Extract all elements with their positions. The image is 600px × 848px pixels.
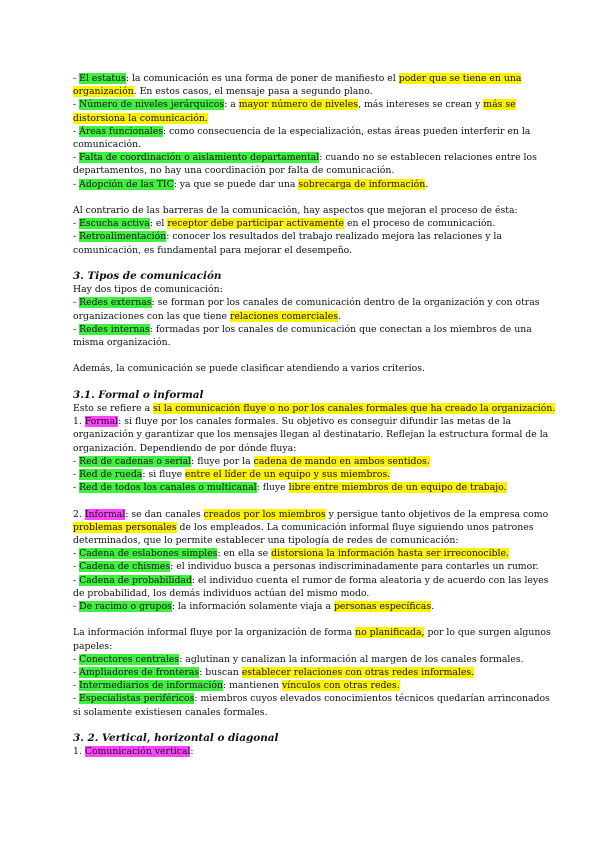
- text-run: .: [425, 178, 429, 190]
- text-line: [73, 204, 523, 217]
- text-run: .: [431, 601, 435, 613]
- text-line: [73, 283, 523, 296]
- document-page: [73, 72, 556, 758]
- blank-line: [73, 376, 523, 389]
- green-highlight: Red de todos los canales o multicanal: [79, 482, 257, 494]
- text-run: -: [73, 469, 80, 481]
- text-run: -: [73, 561, 80, 573]
- text-run: : miembros cuyos elevados conocimientos técnicos quedarían arrinconados: [194, 693, 550, 705]
- green-highlight: Áreas funcionales: [79, 125, 164, 137]
- green-highlight: Falta de coordinación o aislamiento departamental: [79, 152, 320, 164]
- green-highlight: Red de cadenas o serial: [79, 455, 192, 467]
- green-highlight: Redes externas: [79, 297, 152, 309]
- text-run: 1.: [73, 746, 85, 758]
- text-line: [73, 323, 532, 336]
- yellow-highlight: sobrecarga de información: [298, 178, 426, 190]
- text-line: [73, 415, 523, 428]
- text-run: : mantienen: [222, 680, 283, 692]
- yellow-highlight: problemas personales: [73, 521, 177, 533]
- text-line: [73, 428, 549, 441]
- text-run: determinados, que lo permite establecer una tipología de redes de comunicación:: [73, 535, 459, 547]
- yellow-highlight: establecer relaciones con otras redes informales.: [241, 667, 475, 679]
- text-run: 2.: [73, 508, 85, 520]
- yellow-highlight: libre entre miembros de un equipo de trabajo.: [288, 482, 507, 494]
- text-run: -: [73, 667, 80, 679]
- yellow-highlight: vínculos con otras redes.: [282, 680, 400, 692]
- text-line: [73, 72, 523, 85]
- text-line: [73, 178, 523, 191]
- text-run: :: [190, 746, 194, 758]
- text-run: -: [73, 574, 80, 586]
- green-highlight: Cadena de probabilidad: [79, 574, 192, 586]
- green-highlight: Adopción de las TIC: [79, 178, 174, 190]
- yellow-highlight: mayor número de niveles: [238, 99, 359, 111]
- text-run: -: [73, 323, 80, 335]
- yellow-highlight: no planificada,: [355, 627, 425, 639]
- text-run: -: [73, 653, 80, 665]
- text-run: -: [73, 125, 80, 137]
- text-line: [73, 230, 523, 243]
- blank-line: [73, 349, 523, 362]
- text-line: [73, 666, 523, 679]
- text-line: [73, 336, 523, 349]
- yellow-highlight: si la comunicación fluye o no por los canales formales que ha creado la organización.: [153, 403, 556, 415]
- text-run: -: [73, 680, 80, 692]
- green-highlight: Ampliadores de fronteras: [79, 667, 200, 679]
- text-run: -: [73, 548, 80, 560]
- text-run: -: [73, 455, 80, 467]
- text-line: [73, 244, 523, 257]
- text-run: : buscan: [199, 667, 242, 679]
- text-run: Además, la comunicación se puede clasificar atendiendo a varios criterios.: [73, 363, 425, 375]
- text-run: : si fluye por los canales formales. Su objetivo es conseguir difundir las metas de la: [118, 416, 512, 428]
- text-line: [73, 455, 523, 468]
- text-line: [73, 706, 523, 719]
- green-highlight: Cadena de chismes: [79, 561, 171, 573]
- magenta-highlight: Formal: [84, 416, 119, 428]
- text-run: Esto se refiere a: [73, 403, 154, 415]
- text-run: Hay dos tipos de comunicación:: [73, 284, 223, 296]
- text-run: -: [73, 218, 80, 230]
- yellow-highlight: organización: [73, 86, 134, 98]
- text-line: [73, 310, 523, 323]
- text-run: : fluye por la: [191, 455, 254, 467]
- green-highlight: Redes internas: [79, 323, 150, 335]
- text-run: : el: [149, 218, 168, 230]
- text-run: : el individuo cuenta el rumor de forma aleatoria y de acuerdo con las leyes: [191, 574, 549, 586]
- text-line: [73, 362, 523, 375]
- text-run: si solamente existiesen canales formales.: [73, 706, 268, 718]
- text-run: -: [73, 601, 80, 613]
- text-run: por lo que surgen algunos: [424, 627, 551, 639]
- yellow-highlight: cadena de mando en ambos sentidos.: [253, 455, 430, 467]
- text-run: . En estos casos, el mensaje pasa a segundo plano.: [133, 86, 373, 98]
- text-line: [73, 626, 551, 639]
- text-run: -: [73, 73, 80, 84]
- blank-line: [73, 191, 523, 204]
- yellow-highlight: receptor debe participar activamente: [167, 218, 345, 230]
- text-line: [73, 534, 523, 547]
- yellow-highlight: relaciones comerciales: [229, 310, 338, 322]
- text-run: La información informal fluye por la organización de forma: [73, 627, 356, 639]
- text-line: [73, 164, 523, 177]
- yellow-highlight: más se: [483, 99, 516, 111]
- blank-line: [73, 613, 523, 626]
- text-run: : aglutinan y canalizan la información al margen de los canales formales.: [179, 653, 524, 665]
- text-run: organizaciones con las que tiene: [73, 310, 230, 322]
- text-line: [73, 468, 523, 481]
- yellow-highlight: creados por los miembros: [203, 508, 326, 520]
- text-line: [73, 653, 523, 666]
- text-line: [73, 138, 523, 151]
- section-heading: 3. 2. Vertical, horizontal o diagonal: [73, 732, 279, 745]
- text-line: [73, 481, 523, 494]
- text-run: : si fluye: [142, 469, 186, 481]
- section-heading: 3.1. Formal o informal: [73, 388, 204, 401]
- green-highlight: Retroalimentación: [79, 231, 167, 243]
- text-line: [73, 217, 523, 230]
- text-run: : ya que se puede dar una: [173, 178, 299, 190]
- text-run: organización. Dependiendo de por dónde fluya:: [73, 442, 297, 454]
- yellow-highlight: poder que se tiene en una: [398, 73, 522, 84]
- text-run: : fluye: [256, 482, 289, 494]
- text-line: [73, 640, 523, 653]
- blank-line: [73, 257, 523, 270]
- green-highlight: Escucha activa: [79, 218, 150, 230]
- text-line: [73, 98, 523, 111]
- yellow-highlight: distorsiona la información hasta ser irreconocible.: [271, 548, 509, 560]
- text-run: : se dan canales: [125, 508, 204, 520]
- text-line: [73, 745, 523, 758]
- text-line: [73, 732, 523, 745]
- text-run: -: [73, 152, 80, 164]
- text-run: -: [73, 297, 80, 309]
- green-highlight: Intermediarios de información: [79, 680, 223, 692]
- yellow-highlight: personas específicas: [333, 601, 432, 613]
- text-run: y persigue tanto objetivos de la empresa como: [325, 508, 549, 520]
- text-run: : formadas por los canales de comunicación que conectan a los miembros de una: [149, 323, 532, 335]
- text-run: -: [73, 99, 80, 111]
- text-run: -: [73, 178, 80, 190]
- text-run: : a: [224, 99, 239, 111]
- magenta-highlight: Informal: [84, 508, 126, 520]
- yellow-highlight: entre el líder de un equipo y sus miembros.: [185, 469, 391, 481]
- text-line: [73, 508, 549, 521]
- text-line: [73, 600, 523, 613]
- text-run: en el proceso de comunicación.: [344, 218, 496, 230]
- text-run: de probabilidad, los demás individuos actúan del mismo modo.: [73, 587, 370, 599]
- text-run: , más intereses se crean y: [358, 99, 484, 111]
- text-run: : en ella se: [217, 548, 272, 560]
- text-run: .: [337, 310, 341, 322]
- blank-line: [73, 719, 523, 732]
- text-line: [73, 442, 523, 455]
- text-line: [73, 547, 523, 560]
- text-run: de los empleados. La comunicación informal fluye siguiendo unos patrones: [176, 521, 534, 533]
- section-heading: 3. Tipos de comunicación: [73, 270, 222, 283]
- text-run: departamentos, no hay una coordinación por falta de comunicación.: [73, 165, 395, 177]
- text-line: [73, 85, 523, 98]
- text-run: -: [73, 231, 80, 243]
- green-highlight: Red de rueda: [79, 469, 143, 481]
- text-line: [73, 692, 550, 705]
- text-run: : conocer los resultados del trabajo realizado mejora las relaciones y la: [166, 231, 502, 243]
- blank-line: [73, 494, 523, 507]
- green-highlight: Conectores centrales: [79, 653, 180, 665]
- green-highlight: Cadena de eslabones simples: [79, 548, 218, 560]
- text-line: [73, 296, 540, 309]
- text-line: [73, 112, 523, 125]
- text-line: [73, 574, 549, 587]
- text-line: [73, 560, 539, 573]
- text-run: 1.: [73, 416, 85, 428]
- text-run: -: [73, 693, 80, 705]
- magenta-highlight: Comunicación vertical: [84, 746, 191, 758]
- text-run: : la comunicación es una forma de poner de manifiesto el: [125, 73, 399, 84]
- text-run: : la información solamente viaja a: [171, 601, 334, 613]
- text-run: : como consecuencia de la especialización, estas áreas pueden interferir en la: [163, 125, 531, 137]
- text-run: -: [73, 482, 80, 494]
- text-run: : el individuo busca a personas indiscriminadamente para contarles un rumor.: [170, 561, 539, 573]
- text-line: [73, 389, 523, 402]
- text-run: Al contrario de las barreras de la comunicación, hay aspectos que mejoran el proceso de ésta:: [73, 205, 518, 217]
- text-run: comunicación.: [73, 139, 142, 151]
- yellow-highlight: distorsiona la comunicación.: [73, 112, 208, 124]
- text-run: misma organización.: [73, 337, 171, 349]
- text-run: organización y garantizar que los mensajes llegan al destinatario. Reflejan la estructura formal de la: [73, 429, 549, 441]
- text-run: papeles:: [73, 640, 113, 652]
- text-line: [73, 587, 523, 600]
- text-line: [73, 402, 556, 415]
- text-run: : cuando no se establecen relaciones entre los: [319, 152, 537, 164]
- green-highlight: Especialistas periféricos: [79, 693, 195, 705]
- green-highlight: De racimo o grupos: [79, 601, 172, 613]
- green-highlight: Número de niveles jerárquicos: [79, 99, 225, 111]
- text-line: [73, 521, 534, 534]
- text-run: : se forman por los canales de comunicación dentro de la organización y con otras: [151, 297, 540, 309]
- text-line: [73, 270, 523, 283]
- text-line: [73, 125, 531, 138]
- text-line: [73, 151, 537, 164]
- text-line: [73, 679, 523, 692]
- text-run: comunicación, es fundamental para mejorar el desempeño.: [73, 244, 353, 256]
- green-highlight: El estatus: [79, 73, 126, 84]
